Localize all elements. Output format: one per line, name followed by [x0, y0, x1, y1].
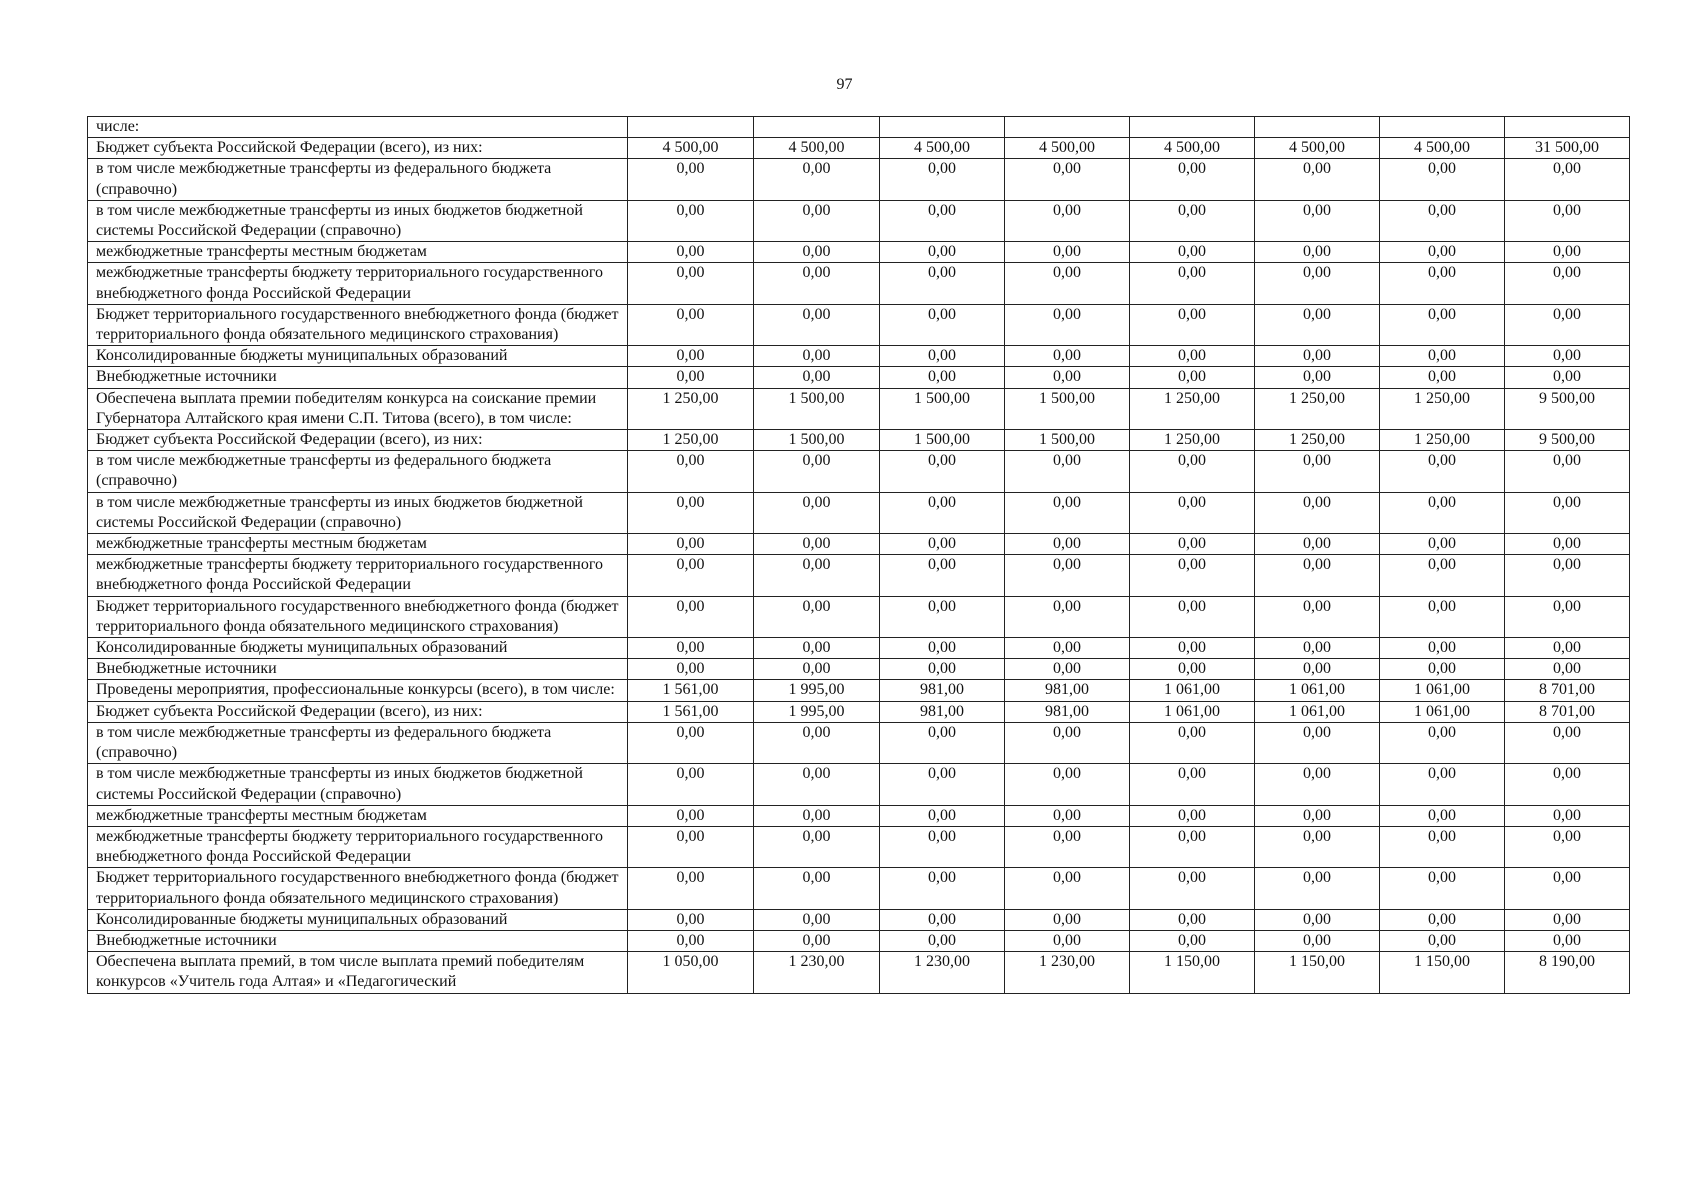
value-cell: 0,00: [1005, 304, 1130, 345]
row-label: межбюджетные трансферты местным бюджетам: [88, 242, 628, 263]
value-cell: 0,00: [1005, 909, 1130, 930]
value-cell: 0,00: [1505, 263, 1630, 304]
value-cell: 0,00: [1005, 451, 1130, 492]
row-label: в том числе межбюджетные трансферты из федерального бюджета (справочно): [88, 159, 628, 200]
value-cell: 0,00: [754, 764, 880, 805]
value-cell: 0,00: [1255, 596, 1380, 637]
value-cell: 0,00: [1130, 159, 1255, 200]
value-cell: 0,00: [754, 492, 880, 533]
value-cell: 1 061,00: [1380, 680, 1505, 701]
value-cell: 0,00: [1380, 659, 1505, 680]
value-cell: 0,00: [880, 534, 1005, 555]
value-cell: 1 250,00: [1130, 388, 1255, 429]
value-cell: 1 500,00: [754, 388, 880, 429]
value-cell: 0,00: [1255, 367, 1380, 388]
table-row: [88, 638, 1630, 659]
value-cell: [1505, 117, 1630, 138]
value-cell: 0,00: [880, 909, 1005, 930]
value-cell: 0,00: [628, 805, 754, 826]
value-cell: 0,00: [1505, 367, 1630, 388]
value-cell: 0,00: [754, 868, 880, 909]
value-cell: 0,00: [1380, 638, 1505, 659]
row-label: Внебюджетные источники: [88, 930, 628, 951]
value-cell: 0,00: [1505, 555, 1630, 596]
value-cell: 0,00: [1380, 242, 1505, 263]
value-cell: [880, 117, 1005, 138]
value-cell: 1 061,00: [1130, 680, 1255, 701]
row-label: в том числе межбюджетные трансферты из федерального бюджета (справочно): [88, 451, 628, 492]
value-cell: 4 500,00: [1130, 138, 1255, 159]
value-cell: 0,00: [628, 555, 754, 596]
value-cell: 0,00: [1255, 159, 1380, 200]
value-cell: 0,00: [628, 534, 754, 555]
value-cell: [628, 117, 754, 138]
value-cell: 0,00: [1255, 659, 1380, 680]
value-cell: 0,00: [1255, 242, 1380, 263]
row-label: в том числе межбюджетные трансферты из иных бюджетов бюджетной системы Российской Федерации (справочно): [88, 200, 628, 241]
value-cell: 0,00: [1005, 242, 1130, 263]
value-cell: 0,00: [1380, 805, 1505, 826]
row-label: Консолидированные бюджеты муниципальных образований: [88, 638, 628, 659]
value-cell: 4 500,00: [1380, 138, 1505, 159]
value-cell: 1 250,00: [1255, 388, 1380, 429]
value-cell: 1 250,00: [1380, 388, 1505, 429]
value-cell: 1 500,00: [880, 430, 1005, 451]
value-cell: 0,00: [1005, 367, 1130, 388]
value-cell: 1 230,00: [880, 952, 1005, 993]
value-cell: 0,00: [1005, 263, 1130, 304]
value-cell: 0,00: [1130, 200, 1255, 241]
value-cell: 0,00: [1380, 492, 1505, 533]
row-label: межбюджетные трансферты бюджету территориального государственного внебюджетного фонда Российской Федерации: [88, 263, 628, 304]
value-cell: 0,00: [1130, 346, 1255, 367]
value-cell: 0,00: [754, 304, 880, 345]
value-cell: 4 500,00: [1255, 138, 1380, 159]
value-cell: 0,00: [754, 909, 880, 930]
value-cell: 1 250,00: [1255, 430, 1380, 451]
value-cell: 1 250,00: [1130, 430, 1255, 451]
value-cell: 0,00: [754, 451, 880, 492]
row-label: межбюджетные трансферты местным бюджетам: [88, 805, 628, 826]
value-cell: 0,00: [754, 930, 880, 951]
value-cell: 0,00: [628, 346, 754, 367]
value-cell: 0,00: [1505, 909, 1630, 930]
value-cell: 0,00: [1380, 909, 1505, 930]
value-cell: 4 500,00: [1005, 138, 1130, 159]
value-cell: 0,00: [754, 242, 880, 263]
table-row: [88, 263, 1630, 304]
row-label: Обеспечена выплата премии победителям конкурса на соискание премии Губернатора Алтайского края имени С.П. Титова (всего), в том числе:: [88, 388, 628, 429]
value-cell: 0,00: [880, 367, 1005, 388]
value-cell: 0,00: [880, 868, 1005, 909]
value-cell: 0,00: [754, 596, 880, 637]
value-cell: 0,00: [1130, 638, 1255, 659]
table-row: [88, 596, 1630, 637]
row-label: Бюджет субъекта Российской Федерации (всего), из них:: [88, 701, 628, 722]
value-cell: 0,00: [1505, 534, 1630, 555]
table-row: [88, 952, 1630, 993]
value-cell: 1 230,00: [1005, 952, 1130, 993]
value-cell: 9 500,00: [1505, 430, 1630, 451]
table-row: [88, 534, 1630, 555]
value-cell: 1 995,00: [754, 680, 880, 701]
value-cell: 31 500,00: [1505, 138, 1630, 159]
value-cell: 0,00: [754, 534, 880, 555]
table-row: [88, 930, 1630, 951]
row-label: Бюджет территориального государственного внебюджетного фонда (бюджет территориального фонда обязательного медицинского страхования): [88, 868, 628, 909]
value-cell: 0,00: [754, 659, 880, 680]
value-cell: 1 150,00: [1380, 952, 1505, 993]
value-cell: 1 995,00: [754, 701, 880, 722]
value-cell: 0,00: [1505, 200, 1630, 241]
value-cell: 0,00: [754, 159, 880, 200]
value-cell: 0,00: [1505, 722, 1630, 763]
value-cell: 0,00: [1255, 304, 1380, 345]
value-cell: 0,00: [1255, 346, 1380, 367]
budget-table: [87, 116, 1630, 994]
value-cell: 0,00: [1505, 596, 1630, 637]
value-cell: 0,00: [1505, 805, 1630, 826]
value-cell: 0,00: [754, 346, 880, 367]
value-cell: 8 701,00: [1505, 701, 1630, 722]
value-cell: 0,00: [754, 722, 880, 763]
row-label: Бюджет субъекта Российской Федерации (всего), из них:: [88, 138, 628, 159]
value-cell: 0,00: [1255, 826, 1380, 867]
value-cell: [1380, 117, 1505, 138]
value-cell: 0,00: [1005, 930, 1130, 951]
value-cell: 0,00: [880, 930, 1005, 951]
value-cell: 8 701,00: [1505, 680, 1630, 701]
value-cell: 0,00: [1005, 805, 1130, 826]
row-label: Бюджет субъекта Российской Федерации (всего), из них:: [88, 430, 628, 451]
table-row: [88, 492, 1630, 533]
value-cell: 0,00: [1380, 367, 1505, 388]
value-cell: 0,00: [1130, 805, 1255, 826]
value-cell: 0,00: [1505, 242, 1630, 263]
value-cell: 0,00: [1380, 200, 1505, 241]
value-cell: 0,00: [1380, 304, 1505, 345]
table-row: [88, 701, 1630, 722]
value-cell: 0,00: [1130, 451, 1255, 492]
value-cell: 0,00: [1505, 868, 1630, 909]
value-cell: 0,00: [628, 242, 754, 263]
value-cell: 0,00: [1130, 909, 1255, 930]
row-label: Бюджет территориального государственного внебюджетного фонда (бюджет территориального фонда обязательного медицинского страхования): [88, 596, 628, 637]
value-cell: 1 061,00: [1255, 701, 1380, 722]
value-cell: 0,00: [1005, 722, 1130, 763]
value-cell: 0,00: [754, 826, 880, 867]
value-cell: 0,00: [628, 200, 754, 241]
value-cell: 0,00: [880, 764, 1005, 805]
table-row: [88, 138, 1630, 159]
value-cell: 0,00: [1380, 346, 1505, 367]
table-row: [88, 826, 1630, 867]
value-cell: 0,00: [880, 159, 1005, 200]
value-cell: 0,00: [1505, 159, 1630, 200]
value-cell: 0,00: [1005, 346, 1130, 367]
table-row: [88, 304, 1630, 345]
value-cell: 0,00: [754, 263, 880, 304]
value-cell: 1 150,00: [1130, 952, 1255, 993]
value-cell: 0,00: [880, 346, 1005, 367]
value-cell: 4 500,00: [628, 138, 754, 159]
row-label: межбюджетные трансферты местным бюджетам: [88, 534, 628, 555]
value-cell: 0,00: [1005, 159, 1130, 200]
value-cell: 0,00: [880, 722, 1005, 763]
value-cell: 0,00: [1255, 764, 1380, 805]
value-cell: 0,00: [754, 367, 880, 388]
value-cell: 981,00: [1005, 680, 1130, 701]
value-cell: 0,00: [754, 638, 880, 659]
value-cell: [1255, 117, 1380, 138]
row-label: Консолидированные бюджеты муниципальных образований: [88, 346, 628, 367]
table-row: [88, 868, 1630, 909]
value-cell: 0,00: [1130, 596, 1255, 637]
value-cell: 1 061,00: [1380, 701, 1505, 722]
value-cell: 1 500,00: [754, 430, 880, 451]
value-cell: 0,00: [880, 659, 1005, 680]
table-row: [88, 159, 1630, 200]
value-cell: 0,00: [1005, 868, 1130, 909]
value-cell: 0,00: [1505, 826, 1630, 867]
value-cell: 0,00: [1130, 659, 1255, 680]
value-cell: 0,00: [1380, 534, 1505, 555]
value-cell: 0,00: [1130, 764, 1255, 805]
value-cell: 0,00: [628, 367, 754, 388]
value-cell: [1005, 117, 1130, 138]
value-cell: 981,00: [880, 701, 1005, 722]
value-cell: 0,00: [1005, 826, 1130, 867]
value-cell: 1 250,00: [628, 430, 754, 451]
value-cell: 0,00: [1005, 596, 1130, 637]
value-cell: 0,00: [1005, 638, 1130, 659]
value-cell: 0,00: [880, 242, 1005, 263]
value-cell: 0,00: [754, 200, 880, 241]
value-cell: 0,00: [1505, 451, 1630, 492]
value-cell: 4 500,00: [754, 138, 880, 159]
value-cell: 0,00: [1505, 492, 1630, 533]
value-cell: 0,00: [1380, 159, 1505, 200]
value-cell: 1 500,00: [1005, 430, 1130, 451]
value-cell: 981,00: [880, 680, 1005, 701]
value-cell: 8 190,00: [1505, 952, 1630, 993]
value-cell: 0,00: [628, 722, 754, 763]
value-cell: 1 250,00: [1380, 430, 1505, 451]
value-cell: 0,00: [628, 638, 754, 659]
value-cell: 0,00: [1130, 304, 1255, 345]
value-cell: 0,00: [628, 826, 754, 867]
value-cell: 0,00: [1255, 868, 1380, 909]
value-cell: 0,00: [1130, 492, 1255, 533]
value-cell: 0,00: [1380, 596, 1505, 637]
table-row: [88, 367, 1630, 388]
value-cell: 0,00: [1380, 451, 1505, 492]
value-cell: 1 500,00: [1005, 388, 1130, 429]
value-cell: 0,00: [1130, 868, 1255, 909]
value-cell: 0,00: [880, 805, 1005, 826]
value-cell: 0,00: [1255, 492, 1380, 533]
row-label: в том числе межбюджетные трансферты из иных бюджетов бюджетной системы Российской Федерации (справочно): [88, 764, 628, 805]
value-cell: 1 061,00: [1130, 701, 1255, 722]
value-cell: 0,00: [1255, 805, 1380, 826]
value-cell: 0,00: [1255, 909, 1380, 930]
value-cell: 1 050,00: [628, 952, 754, 993]
value-cell: 0,00: [1380, 868, 1505, 909]
value-cell: 0,00: [628, 304, 754, 345]
table-row: [88, 430, 1630, 451]
value-cell: 0,00: [1255, 451, 1380, 492]
row-label: Обеспечена выплата премий, в том числе выплата премий победителям конкурсов «Учитель года Алтая» и «Педагогический: [88, 952, 628, 993]
value-cell: 0,00: [1130, 722, 1255, 763]
table-row: [88, 764, 1630, 805]
value-cell: 981,00: [1005, 701, 1130, 722]
value-cell: [1130, 117, 1255, 138]
value-cell: 0,00: [880, 263, 1005, 304]
value-cell: 1 061,00: [1255, 680, 1380, 701]
row-label: межбюджетные трансферты бюджету территориального государственного внебюджетного фонда Российской Федерации: [88, 826, 628, 867]
value-cell: 0,00: [1130, 367, 1255, 388]
value-cell: 0,00: [1130, 534, 1255, 555]
value-cell: 4 500,00: [880, 138, 1005, 159]
value-cell: 0,00: [628, 930, 754, 951]
value-cell: 0,00: [880, 200, 1005, 241]
value-cell: 0,00: [1380, 722, 1505, 763]
value-cell: 0,00: [1130, 826, 1255, 867]
value-cell: 1 150,00: [1255, 952, 1380, 993]
value-cell: 0,00: [1505, 764, 1630, 805]
value-cell: 0,00: [1380, 764, 1505, 805]
value-cell: 9 500,00: [1505, 388, 1630, 429]
value-cell: 0,00: [1380, 930, 1505, 951]
value-cell: 0,00: [1005, 659, 1130, 680]
value-cell: 0,00: [1005, 764, 1130, 805]
value-cell: 0,00: [1255, 555, 1380, 596]
value-cell: 0,00: [880, 638, 1005, 659]
table-row: [88, 200, 1630, 241]
value-cell: 0,00: [1255, 263, 1380, 304]
row-label: в том числе межбюджетные трансферты из иных бюджетов бюджетной системы Российской Федерации (справочно): [88, 492, 628, 533]
row-label: Бюджет территориального государственного внебюджетного фонда (бюджет территориального фонда обязательного медицинского страхования): [88, 304, 628, 345]
value-cell: 0,00: [628, 909, 754, 930]
value-cell: 0,00: [1255, 200, 1380, 241]
value-cell: 0,00: [880, 596, 1005, 637]
table-row: [88, 680, 1630, 701]
table-row: [88, 451, 1630, 492]
value-cell: 0,00: [1130, 242, 1255, 263]
value-cell: 0,00: [1130, 555, 1255, 596]
value-cell: 0,00: [1255, 930, 1380, 951]
row-label: в том числе межбюджетные трансферты из федерального бюджета (справочно): [88, 722, 628, 763]
table-row: [88, 242, 1630, 263]
value-cell: 1 561,00: [628, 680, 754, 701]
value-cell: 0,00: [754, 555, 880, 596]
value-cell: 0,00: [1130, 930, 1255, 951]
value-cell: 0,00: [1505, 346, 1630, 367]
value-cell: [754, 117, 880, 138]
table-row: [88, 722, 1630, 763]
row-label: Проведены мероприятия, профессиональные конкурсы (всего), в том числе:: [88, 680, 628, 701]
value-cell: 0,00: [1505, 930, 1630, 951]
value-cell: 1 250,00: [628, 388, 754, 429]
table-row: [88, 555, 1630, 596]
value-cell: 0,00: [880, 826, 1005, 867]
table-row: [88, 909, 1630, 930]
value-cell: 0,00: [880, 451, 1005, 492]
value-cell: 0,00: [1505, 304, 1630, 345]
table-row: [88, 346, 1630, 367]
row-label: межбюджетные трансферты бюджету территориального государственного внебюджетного фонда Российской Федерации: [88, 555, 628, 596]
page-number: 97: [836, 76, 853, 93]
table-row: [88, 805, 1630, 826]
table-row: [88, 388, 1630, 429]
value-cell: 0,00: [1255, 722, 1380, 763]
value-cell: 0,00: [628, 596, 754, 637]
value-cell: 0,00: [628, 451, 754, 492]
value-cell: 0,00: [1505, 638, 1630, 659]
value-cell: 0,00: [880, 304, 1005, 345]
value-cell: 0,00: [1380, 555, 1505, 596]
value-cell: 1 500,00: [880, 388, 1005, 429]
value-cell: 0,00: [628, 868, 754, 909]
value-cell: 0,00: [880, 555, 1005, 596]
value-cell: 0,00: [1380, 263, 1505, 304]
value-cell: 0,00: [1005, 555, 1130, 596]
value-cell: 0,00: [1505, 659, 1630, 680]
value-cell: 0,00: [880, 492, 1005, 533]
value-cell: 0,00: [1255, 638, 1380, 659]
row-label: Внебюджетные источники: [88, 659, 628, 680]
row-label: числе:: [88, 117, 628, 138]
value-cell: 0,00: [628, 263, 754, 304]
value-cell: 0,00: [628, 659, 754, 680]
value-cell: 0,00: [628, 159, 754, 200]
value-cell: 0,00: [1130, 263, 1255, 304]
table-row: [88, 659, 1630, 680]
value-cell: 0,00: [1005, 492, 1130, 533]
value-cell: 0,00: [1005, 534, 1130, 555]
table-row: [88, 117, 1630, 138]
value-cell: 0,00: [1255, 534, 1380, 555]
row-label: Консолидированные бюджеты муниципальных образований: [88, 909, 628, 930]
value-cell: 0,00: [628, 764, 754, 805]
value-cell: 0,00: [1380, 826, 1505, 867]
row-label: Внебюджетные источники: [88, 367, 628, 388]
value-cell: 1 230,00: [754, 952, 880, 993]
value-cell: 0,00: [754, 805, 880, 826]
value-cell: 0,00: [628, 492, 754, 533]
value-cell: 0,00: [1005, 200, 1130, 241]
value-cell: 1 561,00: [628, 701, 754, 722]
